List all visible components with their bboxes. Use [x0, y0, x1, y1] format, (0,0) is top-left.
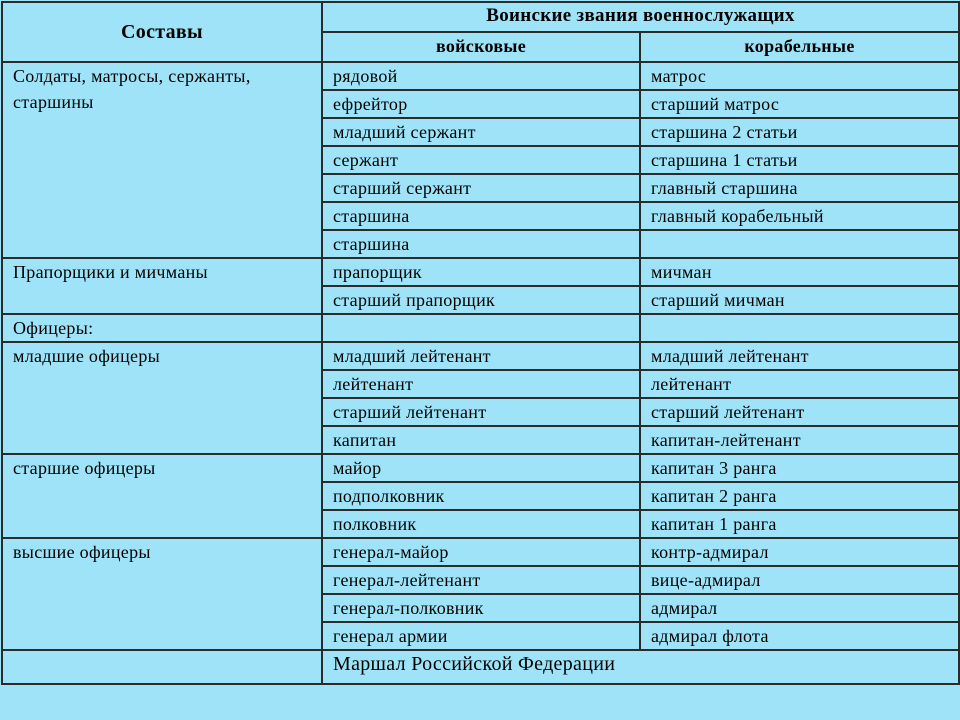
rank-voiskovoe: сержант: [322, 146, 640, 174]
rank-voiskovoe: генерал-полковник: [322, 594, 640, 622]
rank-voiskovoe: старший сержант: [322, 174, 640, 202]
header-sostavy: Составы: [2, 2, 322, 62]
rank-voiskovoe: ефрейтор: [322, 90, 640, 118]
rank-korabelnoe: лейтенант: [640, 370, 959, 398]
table-row: [2, 650, 959, 684]
rank-korabelnoe: адмирал: [640, 594, 959, 622]
rank-korabelnoe: мичман: [640, 258, 959, 286]
table-row: [2, 258, 959, 286]
rank-korabelnoe: главный корабельный: [640, 202, 959, 230]
rank-voiskovoe: полковник: [322, 510, 640, 538]
group-label: Офицеры:: [2, 314, 322, 342]
rank-voiskovoe: генерал-лейтенант: [322, 566, 640, 594]
rank-korabelnoe: [640, 314, 959, 342]
group-label: старшие офицеры: [2, 454, 322, 538]
rank-voiskovoe: младший лейтенант: [322, 342, 640, 370]
ranks-table: [1, 1, 960, 685]
group-label: высшие офицеры: [2, 538, 322, 650]
rank-korabelnoe: старшина 1 статьи: [640, 146, 959, 174]
rank-voiskovoe: генерал-майор: [322, 538, 640, 566]
rank-voiskovoe: [322, 314, 640, 342]
header-voiskovye: войсковые: [322, 32, 640, 62]
rank-voiskovoe: рядовой: [322, 62, 640, 90]
rank-voiskovoe: лейтенант: [322, 370, 640, 398]
rank-korabelnoe: капитан-лейтенант: [640, 426, 959, 454]
rank-marshal: Маршал Российской Федерации: [322, 650, 959, 684]
rank-voiskovoe: старшина: [322, 230, 640, 258]
table-row: [2, 454, 959, 482]
table-row: [2, 314, 959, 342]
rank-voiskovoe: старший прапорщик: [322, 286, 640, 314]
table-row: [2, 62, 959, 90]
rank-voiskovoe: младший сержант: [322, 118, 640, 146]
rank-voiskovoe: старшина: [322, 202, 640, 230]
rank-korabelnoe: старший мичман: [640, 286, 959, 314]
rank-voiskovoe: капитан: [322, 426, 640, 454]
rank-korabelnoe: главный старшина: [640, 174, 959, 202]
rank-korabelnoe: контр-адмирал: [640, 538, 959, 566]
rank-korabelnoe: [640, 230, 959, 258]
rank-voiskovoe: прапорщик: [322, 258, 640, 286]
group-label: Солдаты, матросы, сержанты, старшины: [2, 62, 322, 258]
table-row: [2, 538, 959, 566]
rank-voiskovoe: старший лейтенант: [322, 398, 640, 426]
rank-voiskovoe: майор: [322, 454, 640, 482]
rank-korabelnoe: младший лейтенант: [640, 342, 959, 370]
header-zvaniya: Воинские звания военнослужащих: [322, 2, 959, 32]
rank-voiskovoe: подполковник: [322, 482, 640, 510]
empty-cell: [2, 650, 322, 684]
rank-korabelnoe: капитан 1 ранга: [640, 510, 959, 538]
ranks-body: [2, 62, 959, 684]
rank-korabelnoe: старшина 2 статьи: [640, 118, 959, 146]
rank-korabelnoe: капитан 3 ранга: [640, 454, 959, 482]
group-label: младшие офицеры: [2, 342, 322, 454]
rank-korabelnoe: капитан 2 ранга: [640, 482, 959, 510]
rank-korabelnoe: адмирал флота: [640, 622, 959, 650]
header-korabelnye: корабельные: [640, 32, 959, 62]
rank-korabelnoe: старший лейтенант: [640, 398, 959, 426]
rank-voiskovoe: генерал армии: [322, 622, 640, 650]
rank-korabelnoe: старший матрос: [640, 90, 959, 118]
rank-korabelnoe: матрос: [640, 62, 959, 90]
group-label: Прапорщики и мичманы: [2, 258, 322, 314]
rank-korabelnoe: вице-адмирал: [640, 566, 959, 594]
table-row: [2, 342, 959, 370]
